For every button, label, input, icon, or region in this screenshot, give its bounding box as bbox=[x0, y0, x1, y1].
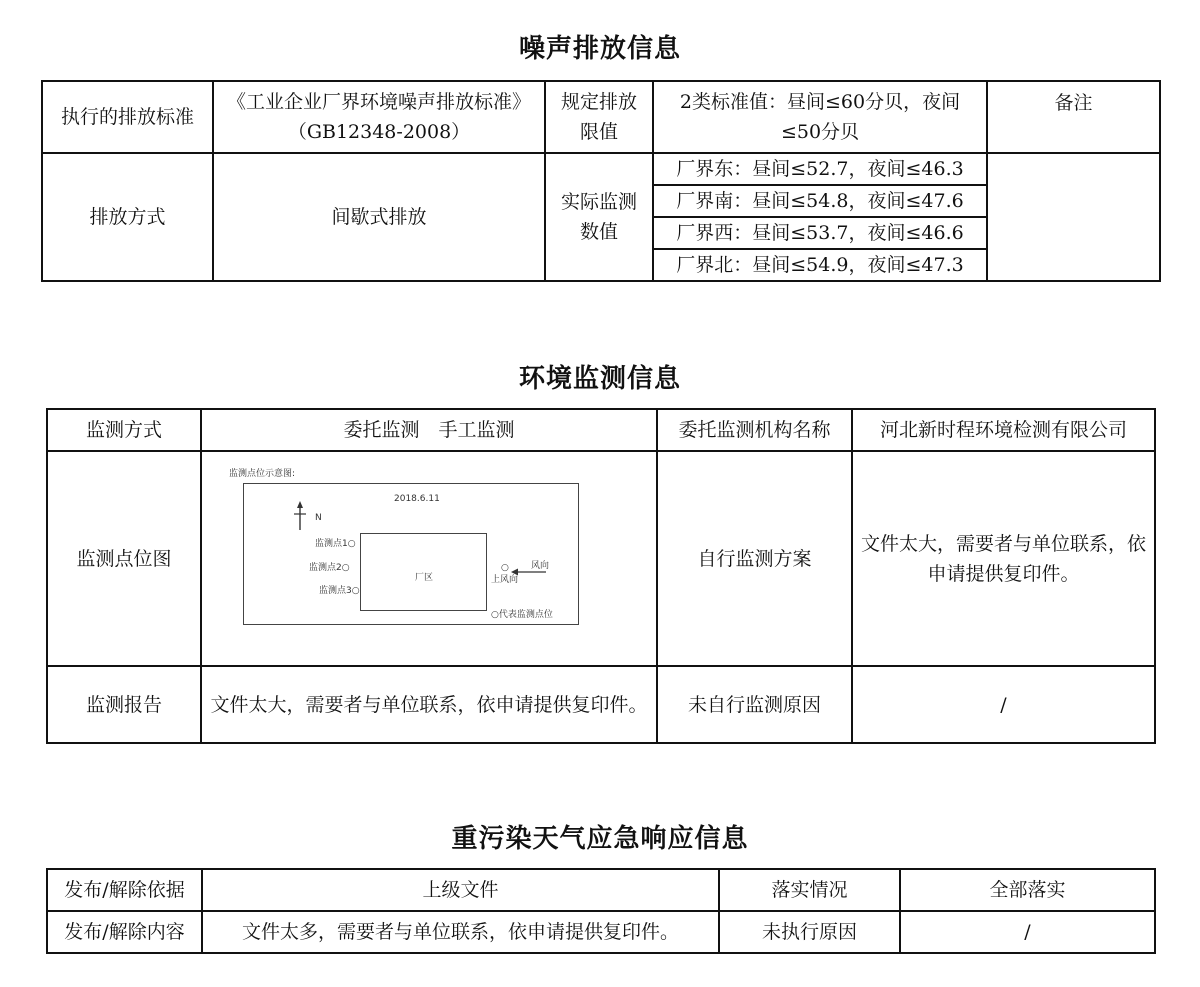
basis-label: 发布/解除依据 bbox=[47, 869, 202, 911]
std-value: 《工业企业厂界环境噪声排放标准》（GB12348-2008） bbox=[213, 81, 545, 153]
actual-value-north: 厂界北：昼间≤54.9，夜间≤47.3 bbox=[653, 249, 987, 281]
limit-value: 2类标准值：昼间≤60分贝，夜间≤50分贝 bbox=[653, 81, 987, 153]
plant-area bbox=[360, 533, 487, 611]
wind-label: 风向 bbox=[531, 560, 550, 571]
plan-label: 自行监测方案 bbox=[657, 451, 852, 666]
monitoring-point-map bbox=[229, 469, 629, 649]
impl-value: 全部落实 bbox=[900, 869, 1155, 911]
actual-value-east: 厂界东：昼间≤52.7，夜间≤46.3 bbox=[653, 153, 987, 185]
map-caption: 监测点位示意图: bbox=[229, 468, 296, 479]
content-value: 文件太多，需要者与单位联系，依申请提供复印件。 bbox=[202, 911, 719, 953]
method-value: 委托监测 手工监测 bbox=[201, 409, 657, 451]
notexec-value: / bbox=[900, 911, 1155, 953]
content-label: 发布/解除内容 bbox=[47, 911, 202, 953]
monitoring-map-cell bbox=[201, 451, 657, 666]
agency-value: 河北新时程环境检测有限公司 bbox=[852, 409, 1155, 451]
monitoring-point-3: 监测点3○ bbox=[319, 585, 360, 596]
wind-arrow-icon bbox=[511, 567, 547, 577]
notexec-label: 未执行原因 bbox=[719, 911, 900, 953]
monitoring-point-2: 监测点2○ bbox=[309, 562, 350, 573]
env-table bbox=[46, 408, 1156, 744]
noise-section-title: 噪声排放信息 bbox=[518, 34, 681, 64]
map-label: 监测点位图 bbox=[47, 451, 201, 666]
agency-label: 委托监测机构名称 bbox=[657, 409, 852, 451]
upwind-point-marker: ○ bbox=[501, 562, 509, 573]
actual-value-west: 厂界西：昼间≤53.7，夜间≤46.6 bbox=[653, 217, 987, 249]
report-label: 监测报告 bbox=[47, 666, 201, 743]
monitoring-point-1: 监测点1○ bbox=[315, 538, 356, 549]
actual-label: 实际监测数值 bbox=[545, 153, 653, 281]
map-legend: ○代表监测点位 bbox=[491, 609, 553, 620]
method-label: 监测方式 bbox=[47, 409, 201, 451]
weather-table bbox=[46, 868, 1156, 954]
env-section-title: 环境监测信息 bbox=[518, 364, 681, 394]
reason-value: / bbox=[852, 666, 1155, 743]
limit-label: 规定排放限值 bbox=[545, 81, 653, 153]
reason-label: 未自行监测原因 bbox=[657, 666, 852, 743]
north-label: N bbox=[315, 512, 322, 523]
noise-table bbox=[41, 80, 1161, 282]
map-date: 2018.6.11 bbox=[394, 493, 440, 504]
mode-label: 排放方式 bbox=[42, 153, 213, 281]
impl-label: 落实情况 bbox=[719, 869, 900, 911]
remark-label: 备注 bbox=[987, 81, 1160, 153]
upwind-label: 上风向 bbox=[491, 574, 519, 585]
plan-value: 文件太大，需要者与单位联系，依申请提供复印件。 bbox=[852, 451, 1155, 666]
weather-section-title: 重污染天气应急响应信息 bbox=[451, 824, 749, 854]
basis-value: 上级文件 bbox=[202, 869, 719, 911]
std-label: 执行的排放标准 bbox=[42, 81, 213, 153]
remark-value bbox=[987, 153, 1160, 281]
north-arrow-icon bbox=[293, 501, 307, 531]
mode-value: 间歇式排放 bbox=[213, 153, 545, 281]
actual-value-south: 厂界南：昼间≤54.8，夜间≤47.6 bbox=[653, 185, 987, 217]
report-value: 文件太大，需要者与单位联系，依申请提供复印件。 bbox=[201, 666, 657, 743]
plant-label: 厂区 bbox=[415, 572, 434, 583]
